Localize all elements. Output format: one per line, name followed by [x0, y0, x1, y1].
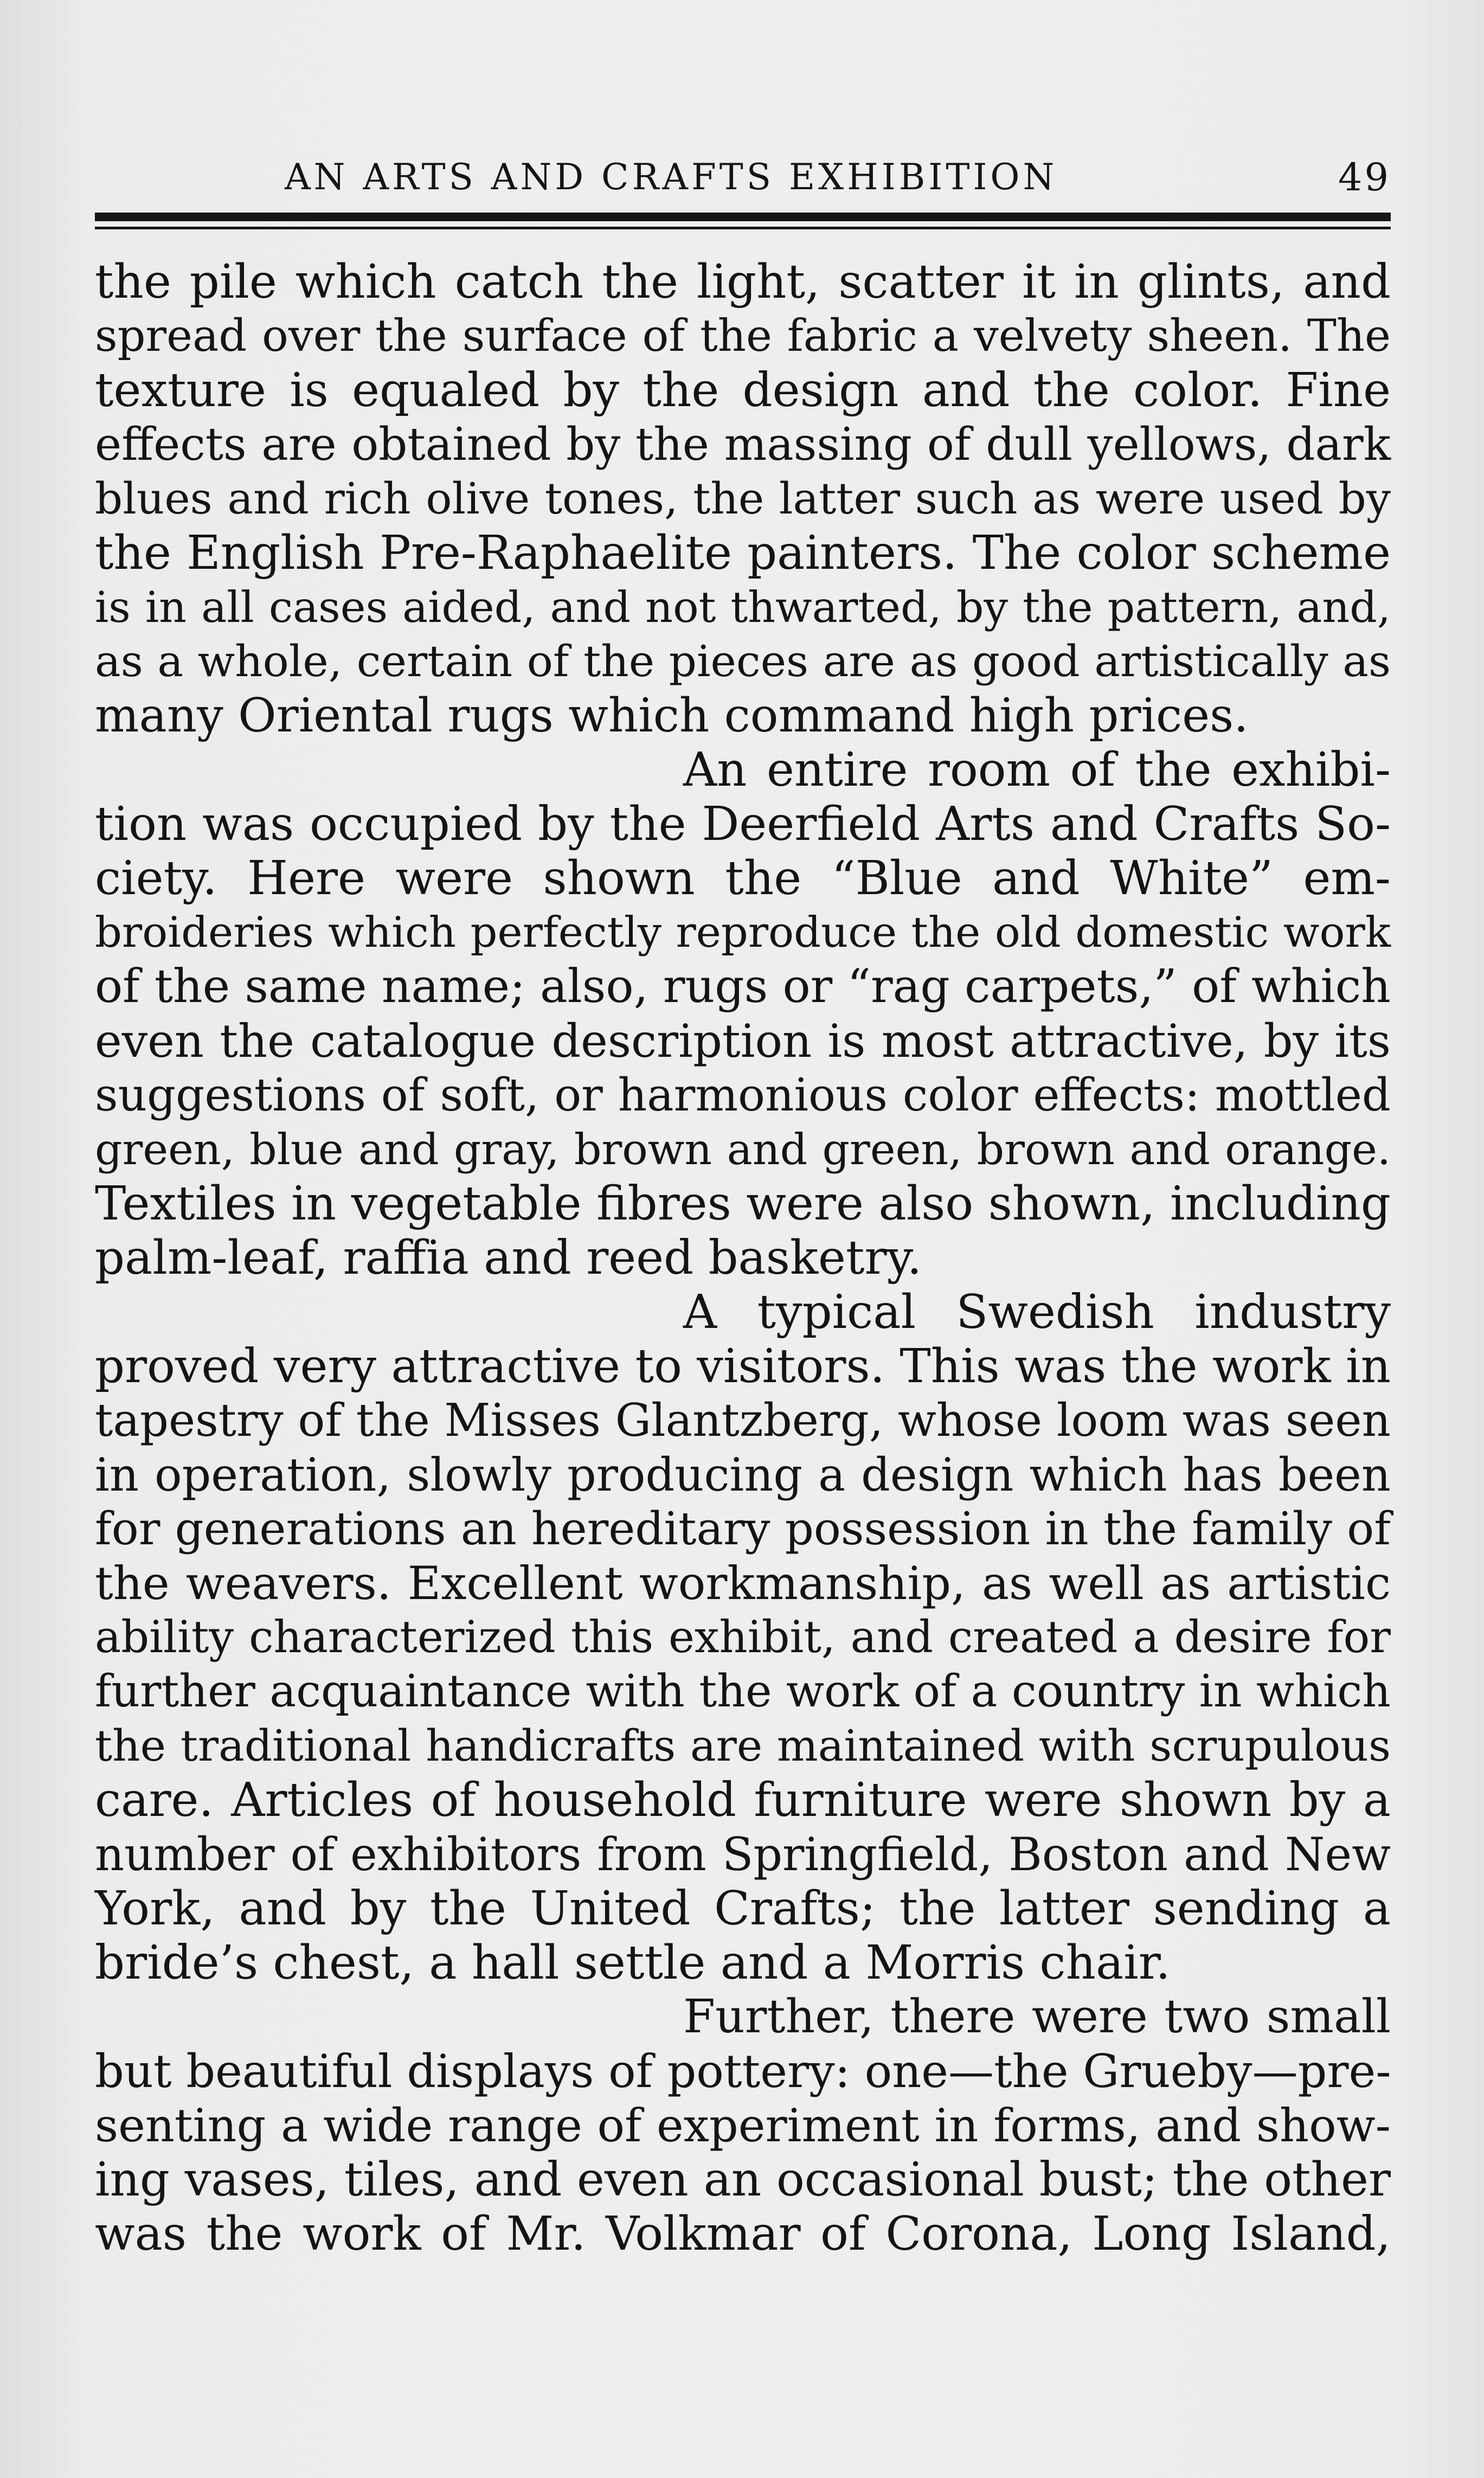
text-line: ing vases, tiles, and even an occasional bust; the other: [95, 2153, 1391, 2207]
text-line: as a whole, certain of the pieces are as good artistically as: [95, 636, 1391, 686]
text-line: number of exhibitors from Springfield, Boston and New: [95, 1828, 1391, 1881]
text-line: texture is equaled by the design and the color. Fine: [95, 363, 1391, 418]
paragraph-start-line: A typical Swedish industry: [683, 1285, 1391, 1339]
paragraph-end-line: palm-leaf, raffia and reed basketry.: [95, 1231, 922, 1285]
text-line: but beautiful displays of pottery: one—the Grueby—pre-: [95, 2045, 1391, 2098]
text-line: spread over the surface of the fabric a velvety sheen. The: [95, 311, 1391, 362]
text-line: ciety. Here were shown the “Blue and White” em-: [95, 851, 1391, 906]
text-line: Textiles in vegetable fibres were also shown, including: [95, 1177, 1391, 1231]
text-line: proved very attractive to visitors. This was the work in: [95, 1339, 1391, 1394]
text-line: ability characterized this exhibit, and created a desire for: [95, 1612, 1391, 1663]
text-line: senting a wide range of experiment in forms, and show-: [95, 2099, 1391, 2152]
paragraph-start-line: Further, there were two small: [683, 1990, 1391, 2044]
running-title: AN ARTS AND CRAFTS EXHIBITION: [285, 156, 1058, 198]
text-line: suggestions of soft, or harmonious color effects: mottled: [95, 1069, 1391, 1121]
text-line: in operation, slowly producing a design which has been: [95, 1448, 1391, 1501]
text-line: tapestry of the Misses Glantzberg, whose loom was seen: [95, 1394, 1391, 1447]
text-line: blues and rich olive tones, the latter such as were used by: [95, 473, 1391, 524]
page-number: 49: [1338, 155, 1391, 200]
text-line: the English Pre-Raphaelite painters. The color scheme: [95, 526, 1391, 580]
text-line: care. Articles of household furniture were shown by a: [95, 1773, 1391, 1827]
header-rule-thin: [95, 227, 1391, 229]
text-line: the weavers. Excellent workmanship, as well as artistic: [95, 1557, 1391, 1610]
text-line: broideries which perfectly reproduce the old domestic work: [95, 908, 1391, 957]
paragraph-start-line: An entire room of the exhibi-: [683, 743, 1391, 797]
text-line: of the same name; also, rugs or “rag carpets,” of which: [95, 960, 1391, 1013]
text-line: effects are obtained by the massing of dull yellows, dark: [95, 418, 1391, 471]
text-line: is in all cases aided, and not thwarted, by the pattern, and,: [95, 582, 1391, 632]
text-line: tion was occupied by the Deerfield Arts and Crafts So-: [95, 797, 1391, 851]
header-rule-thick: [95, 213, 1391, 221]
text-line: York, and by the United Crafts; the latter sending a: [95, 1882, 1391, 1936]
text-line: for generations an hereditary possession in the family of: [95, 1503, 1391, 1555]
text-line: even the catalogue description is most attractive, by its: [95, 1015, 1391, 1068]
text-line: was the work of Mr. Volkmar of Corona, Long Island,: [95, 2207, 1391, 2261]
text-line: the traditional handicrafts are maintained with scrupulous: [95, 1721, 1391, 1771]
body-text: [95, 255, 1391, 2261]
text-line: further acquaintance with the work of a country in which: [95, 1666, 1391, 1717]
paragraph-end-line: many Oriental rugs which command high prices.: [95, 689, 1249, 743]
page-header: [95, 147, 1391, 207]
text-line: the pile which catch the light, scatter it in glints, and: [95, 255, 1391, 309]
paragraph-end-line: bride’s chest, a hall settle and a Morris chair.: [95, 1936, 1171, 1990]
text-line: green, blue and gray, brown and green, brown and orange.: [95, 1125, 1391, 1174]
